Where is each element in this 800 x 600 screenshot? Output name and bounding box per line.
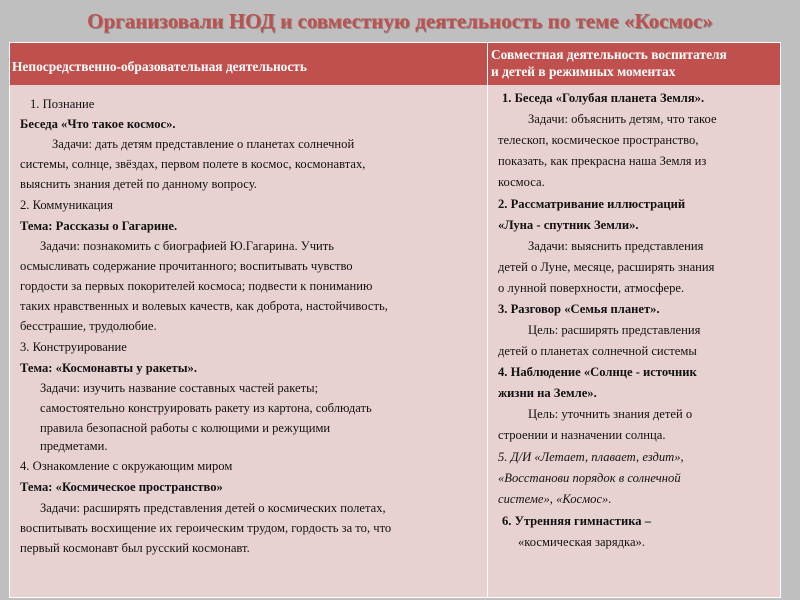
right-line: космоса. [498, 175, 545, 189]
left-line: 3. Конструирование [20, 340, 127, 354]
left-line: Тема: «Космическое пространство» [20, 480, 223, 494]
left-line: 2. Коммуникация [20, 198, 113, 212]
right-column-cell [488, 85, 780, 597]
right-line: строении и назначении солнца. [498, 428, 666, 442]
content-table [9, 42, 781, 598]
right-column-header [488, 43, 780, 85]
left-line: предметами. [40, 439, 108, 453]
left-line: первый космонавт был русский космонавт. [20, 541, 250, 555]
page-title: Организовали НОД и совместную деятельность по теме «Космос» [87, 9, 713, 33]
right-line: Цель: уточнить знания детей о [528, 407, 693, 421]
right-line: показать, как прекрасна наша Земля из [498, 154, 707, 168]
right-line: «Восстанови порядок в солнечной [498, 471, 681, 485]
right-line: Цель: расширять представления [528, 323, 701, 337]
right-header-line-2: и детей в режимных моментах [491, 64, 676, 79]
right-line: 3. Разговор «Семья планет». [498, 302, 660, 316]
right-line: 2. Рассматривание иллюстраций [498, 197, 686, 211]
left-line: правила безопасной работы с колющими и режущими [40, 421, 331, 435]
right-line: системе», «Космос». [498, 492, 612, 506]
left-line: 4. Ознакомление с окружающим миром [20, 459, 233, 473]
right-line: 4. Наблюдение «Солнце - источник [498, 365, 697, 379]
right-line: 5. Д/И «Летает, плавает, ездит», [498, 450, 684, 464]
right-line: детей о планетах солнечной системы [498, 344, 697, 358]
left-line: 1. Познание [30, 97, 95, 111]
left-column-header [10, 43, 488, 85]
left-line: Тема: «Космонавты у ракеты». [20, 361, 197, 375]
left-line: самостоятельно конструировать ракету из картона, соблюдать [40, 401, 372, 415]
left-line: Задачи: расширять представления детей о космических полетах, [40, 501, 386, 515]
right-line: 1. Беседа «Голубая планета Земля». [502, 91, 705, 105]
left-line: Задачи: дать детям представление о планетах солнечной [52, 137, 355, 151]
left-line: Задачи: познакомить с биографией Ю.Гагарина. Учить [40, 239, 335, 253]
left-line: Тема: Рассказы о Гагарине. [20, 219, 178, 233]
left-line: Беседа «Что такое космос». [20, 117, 176, 131]
left-line: осмысливать содержание прочитанного; воспитывать чувство [20, 259, 353, 273]
right-line: Задачи: объяснить детям, что такое [528, 112, 717, 126]
left-line: таких нравственных и волевых качеств, как доброта, настойчивость, [20, 299, 388, 313]
right-header-line-1: Совместная деятельность воспитателя [491, 47, 727, 62]
left-column-cell [10, 85, 488, 597]
right-line: о лунной поверхности, атмосфере. [498, 281, 685, 295]
right-line: 6. Утренняя гимнастика – [502, 514, 652, 528]
left-line: Задачи: изучить название составных частей ракеты; [40, 381, 319, 395]
left-line: системы, солнце, звёздах, первом полете в космос, космонавтах, [20, 157, 366, 171]
left-line: бесстрашие, трудолюбие. [20, 319, 157, 333]
left-line: воспитывать восхищение их героическим трудом, гордость за то, что [20, 521, 392, 535]
left-line: выяснить знания детей по данному вопросу. [20, 177, 257, 191]
right-line: жизни на Земле». [498, 386, 597, 400]
right-line: детей о Луне, месяце, расширять знания [498, 260, 715, 274]
right-line: «Луна - спутник Земли». [498, 218, 639, 232]
left-header-label: Непосредственно-образовательная деятельность [12, 59, 307, 74]
right-line: телескоп, космическое пространство, [498, 133, 699, 147]
left-line: гордости за первых покорителей космоса; подвести к пониманию [20, 279, 373, 293]
right-line: «космическая зарядка». [518, 535, 645, 549]
right-line: Задачи: выяснить представления [528, 239, 704, 253]
